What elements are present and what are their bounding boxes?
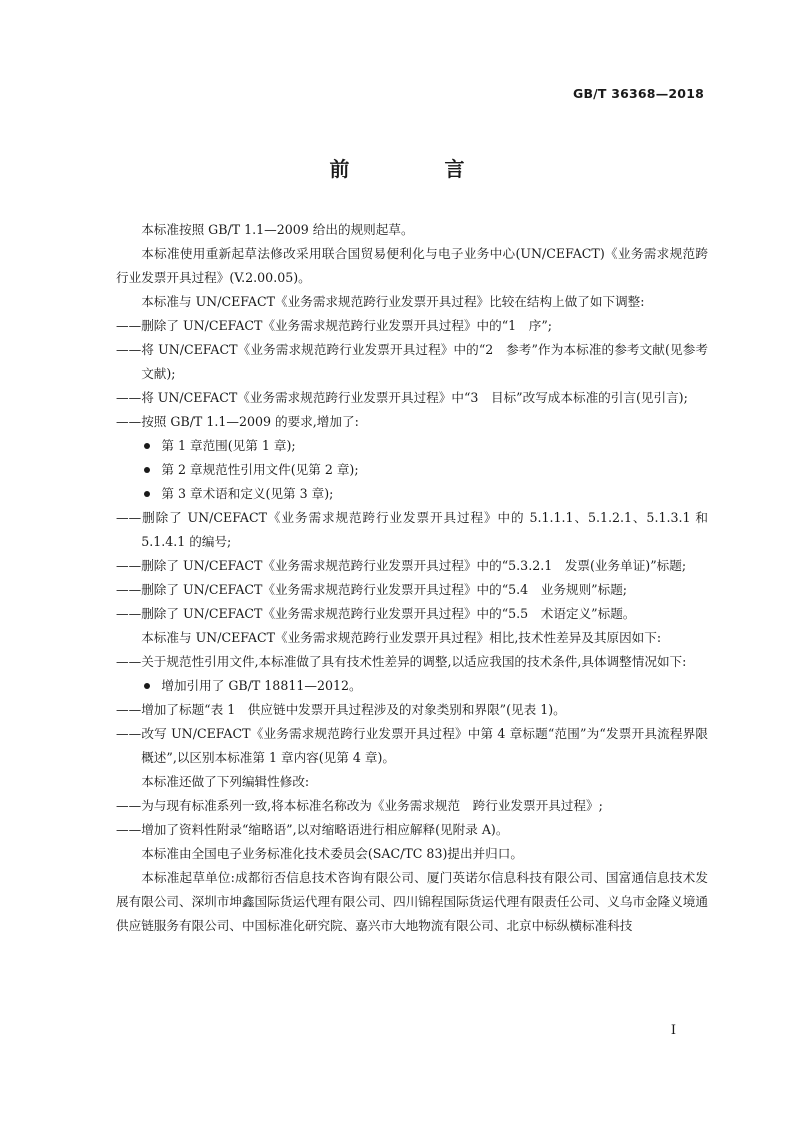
dash-list-item: ——将 UN/CEFACT《业务需求规范跨行业发票开具过程》中的“2 参考”作为本标准的参考文献(见参考文献); xyxy=(116,342,708,381)
bullet-item xyxy=(116,458,708,482)
body-paragraph: 本标准与 UN/CEFACT《业务需求规范跨行业发票开具过程》比较在结构上做了如下调整: xyxy=(141,294,645,309)
bullet-item xyxy=(116,674,708,698)
dash-list-item: ——增加了标题“表 1 供应链中发票开具过程涉及的对象类别和界限”(见表 1)。 xyxy=(116,702,566,717)
dash-list-item: ——删除了 UN/CEFACT《业务需求规范跨行业发票开具过程》中的 5.1.1.1、5.1.2.1、5.1.3.1 和 5.1.4.1 的编号; xyxy=(116,510,708,549)
bullet-dot-icon xyxy=(144,683,150,689)
body-paragraph: 本标准使用重新起草法修改采用联合国贸易便利化与电子业务中心(UN/CEFACT)《业务需求规范跨行业发票开具过程》(V.2.00.05)。 xyxy=(116,246,708,285)
dash-list-item: ——将 UN/CEFACT《业务需求规范跨行业发票开具过程》中“3 目标”改写成本标准的引言(见引言); xyxy=(116,390,688,405)
body-paragraph: 本标准与 UN/CEFACT《业务需求规范跨行业发票开具过程》相比,技术性差异及其原因如下: xyxy=(141,630,662,645)
page-number: I xyxy=(670,1023,676,1038)
body-paragraph: 本标准还做了下列编辑性修改: xyxy=(141,774,310,789)
bullet-text: 第 2 章规范性引用文件(见第 2 章); xyxy=(161,462,359,477)
dash-list-item: ——为与现有标准系列一致,将本标准名称改为《业务需求规范 跨行业发票开具过程》; xyxy=(116,798,603,813)
dash-list-item: ——增加了资料性附录“缩略语”,以对缩略语进行相应解释(见附录 A)。 xyxy=(116,822,509,837)
dash-list-item: ——改写 UN/CEFACT《业务需求规范跨行业发票开具过程》中第 4 章标题“范围”为“发票开具流程界限概述”,以区别本标准第 1 章内容(见第 4 章)。 xyxy=(116,726,708,765)
dash-list-item: ——删除了 UN/CEFACT《业务需求规范跨行业发票开具过程》中的“1 序”; xyxy=(116,318,553,333)
bullet-item xyxy=(116,482,708,506)
document-body xyxy=(116,218,708,938)
body-paragraph: 本标准由全国电子业务标准化技术委员会(SAC/TC 83)提出并归口。 xyxy=(141,846,523,861)
bullet-text: 第 3 章术语和定义(见第 3 章); xyxy=(161,486,334,501)
dash-list-item: ——按照 GB/T 1.1—2009 的要求,增加了: xyxy=(116,414,359,429)
dash-list-item: ——关于规范性引用文件,本标准做了具有技术性差异的调整,以适应我国的技术条件,具体调整情况如下: xyxy=(116,654,687,669)
bullet-dot-icon xyxy=(144,491,150,497)
bullet-item xyxy=(116,434,708,458)
bullet-text: 增加引用了 GB/T 18811—2012。 xyxy=(161,678,362,693)
bullet-text: 第 1 章范围(见第 1 章); xyxy=(161,438,296,453)
body-paragraph: 本标准起草单位:成都衍否信息技术咨询有限公司、厦门英诺尔信息科技有限公司、国富通信息技术发展有限公司、深圳市坤鑫国际货运代理有限公司、四川锦程国际货运代理有限责任公司、义乌市金隆义境通供应链服务有限公司、中国标准化研究院、嘉兴市大地物流有限公司、北京中标纵横标准科技 xyxy=(116,870,708,933)
bullet-dot-icon xyxy=(144,443,150,449)
standard-code-header: GB/T 36368—2018 xyxy=(572,86,704,101)
page-title: 前 言 xyxy=(329,157,509,181)
dash-list-item: ——删除了 UN/CEFACT《业务需求规范跨行业发票开具过程》中的“5.3.2.1 发票(业务单证)”标题; xyxy=(116,558,687,573)
dash-list-item: ——删除了 UN/CEFACT《业务需求规范跨行业发票开具过程》中的“5.5 术语定义”标题。 xyxy=(116,606,636,621)
dash-list-item: ——删除了 UN/CEFACT《业务需求规范跨行业发票开具过程》中的“5.4 业务规则”标题; xyxy=(116,582,628,597)
body-paragraph: 本标准按照 GB/T 1.1—2009 给出的规则起草。 xyxy=(141,222,414,237)
bullet-dot-icon xyxy=(144,467,150,473)
